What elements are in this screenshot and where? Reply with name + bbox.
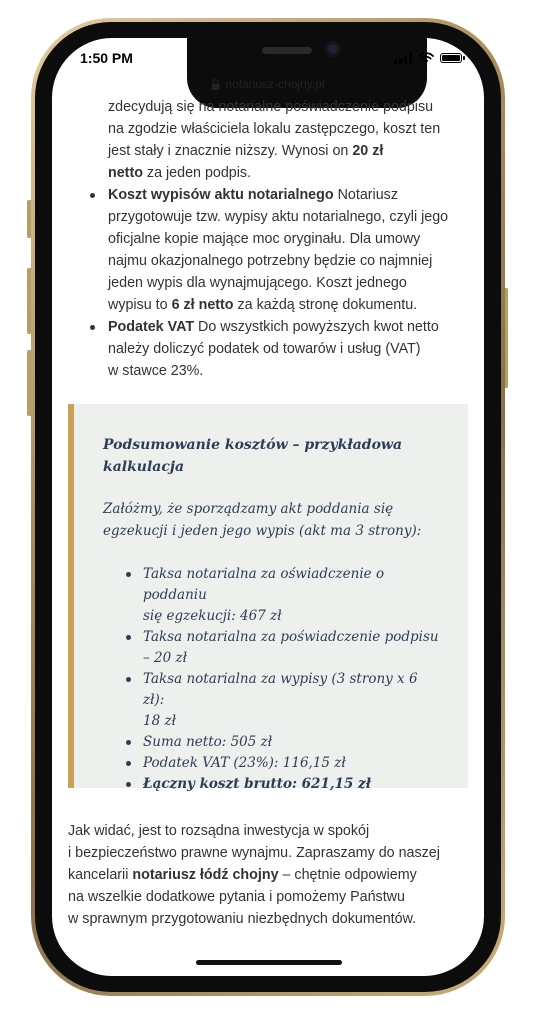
status-icons	[394, 52, 462, 64]
summary-accent-bar	[68, 404, 74, 788]
list-item: Koszt wypisów aktu notarialnego Notariusz przygotowuje tzw. wypisy aktu notarialnego, czyli jego oficjalne kopie mające moc oryginału. Dla umowy najmu okazjonalnego potrzebny będzie co najmniej jeden wypis dla wynajmującego. Koszt jednego wypisu to 6 zł netto za każdą stronę dokumentu.	[68, 184, 470, 316]
front-camera	[325, 41, 341, 57]
list-item: Podatek VAT Do wszystkich powyższych kwot netto należy doliczyć podatek od towarów i usług (VAT) w stawce 23%.	[68, 316, 470, 382]
list-item: Taksa notarialna za wypisy (3 strony x 6 zł): 18 zł	[103, 669, 443, 732]
summary-title: Podsumowanie kosztów – przykładowa kalkulacja	[103, 437, 403, 475]
summary-list	[103, 564, 443, 795]
paragraph-continued: zdecydują się na notarialne poświadczenie podpisu na zgodzie właściciela lokalu zastępczego, koszt ten jest stały i znacznie niższy. Wynosi on 20 zł netto za jeden podpis.	[108, 99, 441, 181]
summary-intro: Załóżmy, że sporządzamy akt poddania się egzekucji i jeden jego wypis (akt ma 3 strony):	[103, 501, 422, 539]
wifi-icon	[418, 52, 434, 64]
battery-icon	[440, 53, 462, 63]
signal-icon	[394, 53, 412, 64]
list-item: Podatek VAT (23%): 116,15 zł	[103, 753, 443, 774]
summary-total: Łączny koszt brutto: 621,15 zł	[103, 774, 443, 795]
cost-list	[68, 184, 470, 382]
phone-screen	[52, 38, 484, 976]
speaker	[262, 47, 312, 54]
list-item: Suma netto: 505 zł	[103, 732, 443, 753]
lock-icon	[211, 79, 220, 90]
address-bar[interactable]	[52, 74, 484, 94]
home-indicator[interactable]	[196, 960, 342, 965]
bullet	[90, 193, 95, 198]
list-item: Taksa notarialna za oświadczenie o poddaniu się egzekucji: 467 zł	[103, 564, 443, 627]
url-text: notariusz-chojny.pl	[225, 77, 325, 91]
list-item: Taksa notarialna za poświadczenie podpisu – 20 zł	[103, 627, 443, 669]
office-link[interactable]: notariusz łódź chojny	[132, 867, 279, 883]
article-content	[68, 96, 470, 382]
bullet	[90, 325, 95, 330]
summary-box	[68, 404, 468, 792]
status-time: 1:50 PM	[80, 50, 133, 66]
closing-paragraph: Jak widać, jest to rozsądna inwestycja w spokój i bezpieczeństwo prawne wynajmu. Zapraszamy do naszej kancelarii notariusz łódź chojny – chętnie odpowiemy na wszelkie dodatkowe pytania i pomożemy Państwu w sprawnym przygotowaniu niezbędnych dokumentów.	[68, 823, 440, 927]
